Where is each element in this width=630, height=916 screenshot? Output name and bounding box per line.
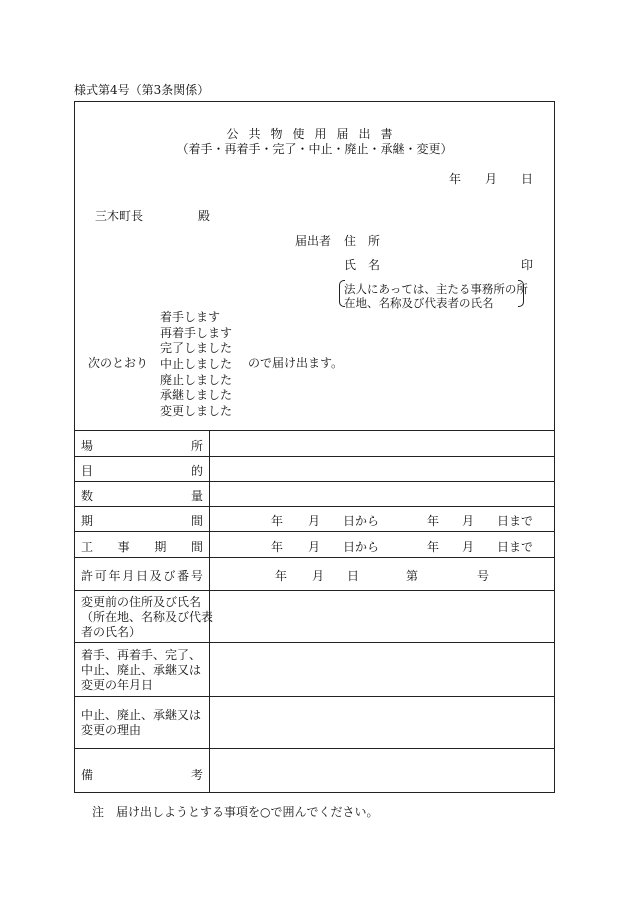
period-month-from: 月	[308, 514, 321, 528]
table-rule	[75, 696, 554, 697]
corporation-note	[339, 280, 528, 310]
notification-form	[74, 101, 555, 793]
option-change: 変更しました	[160, 404, 233, 419]
form-subtitle: （着手・再着手・完了・中止・廃止・承継・変更）	[176, 142, 453, 156]
row-label-previous-address: 変更前の住所及び氏名 （所在地、名称及び代表 者の氏名）	[81, 595, 214, 639]
period-year-to: 年	[427, 514, 440, 528]
form-number-label: 様式第4号（第3条関係）	[74, 83, 210, 97]
construction-day-to: 日まで	[497, 540, 534, 554]
addressee-town: 三木町長	[95, 209, 144, 223]
construction-year-from: 年	[271, 540, 284, 554]
addressee-honorific: 殿	[198, 209, 211, 223]
statement-options	[160, 310, 232, 420]
construction-month-to: 月	[462, 540, 475, 554]
table-rule	[75, 642, 554, 643]
date-year-label: 年	[449, 172, 462, 186]
permit-number-prefix: 第	[406, 569, 419, 583]
option-succeed: 承継しました	[160, 388, 233, 403]
permit-day: 日	[347, 569, 360, 583]
row-label-location: 場 所	[81, 439, 203, 453]
construction-month-from: 月	[308, 540, 321, 554]
option-complete: 完了しました	[160, 341, 233, 356]
notifier-address-label: 住 所	[344, 234, 381, 248]
permit-number-suffix: 号	[477, 569, 490, 583]
statement-tail: ので届け出ます。	[248, 356, 344, 370]
table-rule	[75, 430, 554, 431]
date-month-label: 月	[485, 172, 498, 186]
corporation-note-line-2: 在地、名称及び代表者の氏名	[344, 296, 494, 310]
option-restart: 再着手します	[160, 325, 233, 340]
right-bracket	[518, 280, 524, 307]
period-day-from: 日から	[343, 514, 380, 528]
row-label-period: 期 間	[81, 514, 203, 528]
option-abolish: 廃止しました	[160, 372, 233, 387]
row-label-change-reason: 中止、廃止、承継又は 変更の理由	[81, 708, 202, 737]
option-suspend: 中止しました	[160, 357, 233, 372]
row-label-change-date: 着手、再着手、完了、 中止、廃止、承継又は 変更の年月日	[81, 648, 202, 692]
statement-lead: 次のとおり	[88, 356, 149, 370]
period-day-to: 日まで	[497, 514, 534, 528]
row-label-quantity: 数 量	[81, 489, 203, 503]
table-rule	[75, 748, 554, 749]
construction-day-from: 日から	[343, 540, 380, 554]
table-rule	[75, 531, 554, 532]
period-year-from: 年	[271, 514, 284, 528]
corporation-note-line-1: 法人にあっては、主たる事務所の所	[344, 282, 528, 296]
permit-year: 年	[275, 569, 288, 583]
table-rule	[75, 456, 554, 457]
permit-month: 月	[312, 569, 325, 583]
table-rule	[75, 481, 554, 482]
form-title: 公共物使用届出書	[226, 127, 403, 141]
construction-year-to: 年	[427, 540, 440, 554]
row-label-permit-date-number: 許 可 年 月 日 及 び 番 号	[81, 569, 203, 583]
row-label-remarks: 備 考	[81, 768, 203, 782]
date-day-label: 日	[521, 172, 534, 186]
row-label-purpose: 目 的	[81, 464, 203, 478]
table-rule	[75, 557, 554, 558]
footnote: 注 届け出しようとする事項を○で囲んでください。	[92, 805, 379, 819]
notifier-name-label: 氏 名	[344, 258, 381, 272]
table-rule	[75, 590, 554, 591]
option-start: 着手します	[160, 310, 221, 324]
table-rule	[75, 506, 554, 507]
period-month-to: 月	[462, 514, 475, 528]
row-label-construction-period: 工 事 期 間	[81, 540, 203, 554]
seal-mark: 印	[521, 258, 534, 272]
notifier-label: 届出者	[295, 234, 332, 248]
